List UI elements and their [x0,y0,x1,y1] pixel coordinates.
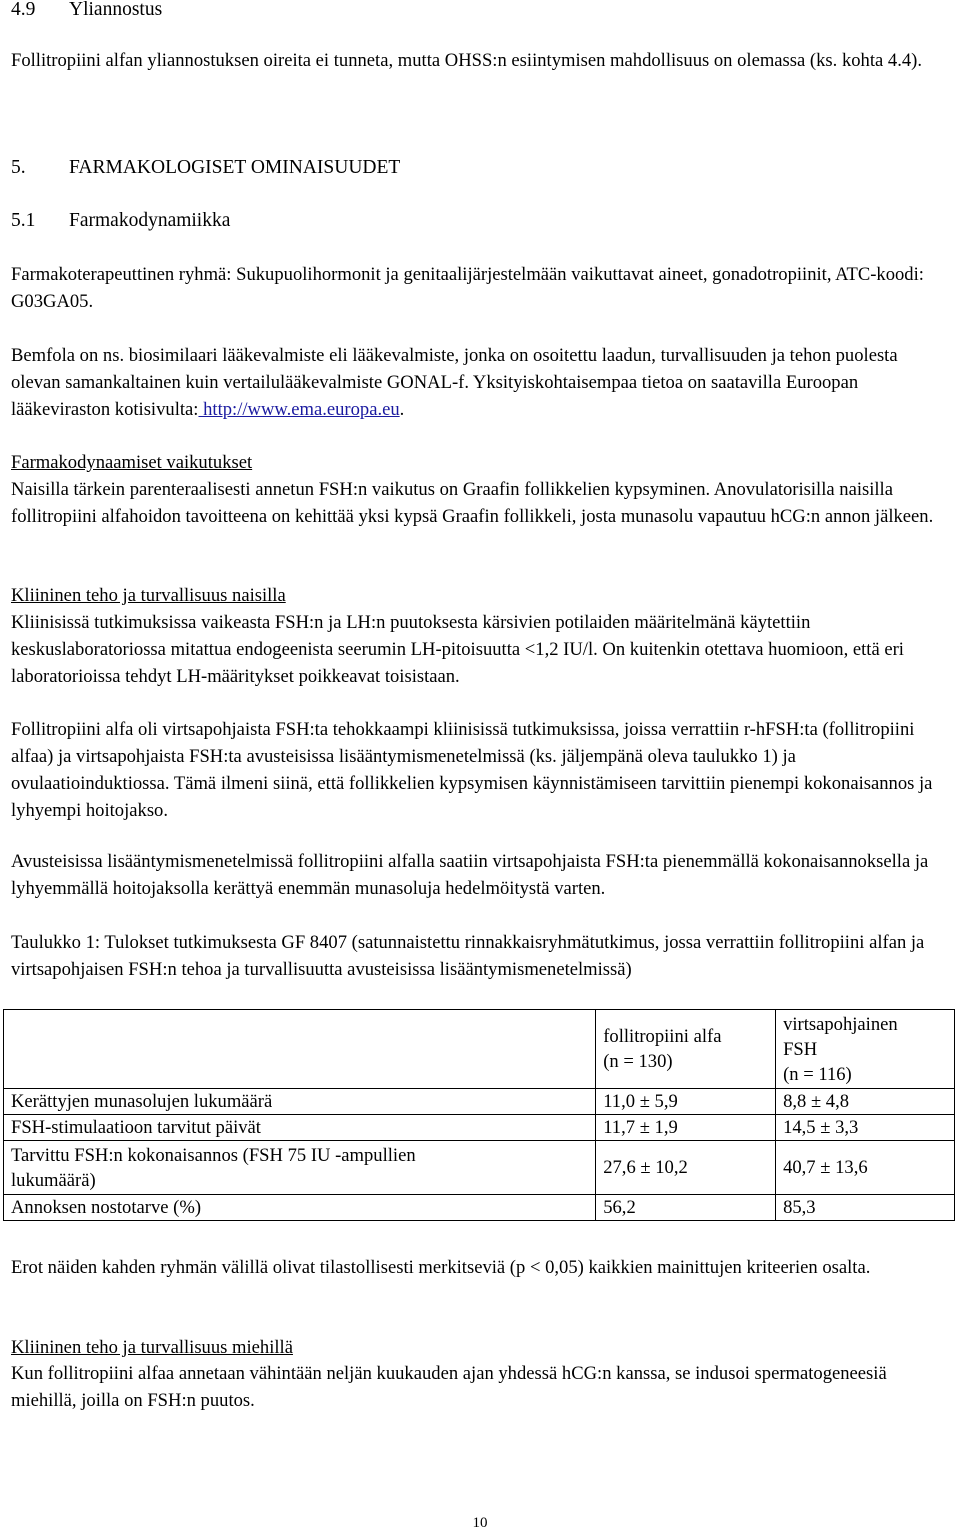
section-number: 5. [11,157,26,178]
clinical-women-title: Kliininen teho ja turvallisuus naisilla [11,585,286,606]
header-line: virtsapohjainen [783,1013,898,1035]
page-number: 10 [472,1515,488,1531]
table-row [4,1195,955,1221]
section-5-1-heading [11,207,946,234]
section-4-9-heading [11,0,946,23]
overdose-paragraph: Follitropiini alfan yliannostuksen oireita ei tunneta, mutta OHSS:n esiintymisen mahdollisuus on olemassa (ks. kohta 4.4). [11,50,922,71]
header-line: (n = 116) [783,1063,852,1085]
row-value-a: 11,0 ± 5,9 [596,1089,776,1115]
section-title: Farmakodynamiikka [69,210,231,231]
row-value-a: 11,7 ± 1,9 [596,1115,776,1141]
row-value-b: 8,8 ± 4,8 [776,1089,955,1115]
header-follitropin-alfa [596,1010,776,1089]
clinical-women-paragraph-3: Avusteisissa lisääntymismenetelmissä follitropiini alfalla saatiin virtsapohjaista FSH:ta pienemmällä kokonaisannoksella ja lyhyemmällä hoitojaksolla kerättyä enemmän munasoluja hedelmöitystä varten. [11,851,929,899]
pharmacodynamic-effects-paragraph: Naisilla tärkein parenteraalisesti annetun FSH:n vaikutus on Graafin follikkelien kypsyminen. Anovulatorisilla naisilla follitropiini alfahoidon tavoitteena on kehittää yksi kypsä Graafin follikkeli, josta munasolu vapautuu hCG:n annon jälkeen. [11,479,934,527]
row-value-b: 14,5 ± 3,3 [776,1115,955,1141]
row-value-b: 40,7 ± 13,6 [776,1141,955,1195]
header-line: (n = 130) [603,1051,673,1072]
results-table [3,1009,955,1221]
section-title: Yliannostus [69,0,163,20]
row-label-line: Tarvittu FSH:n kokonaisannos (FSH 75 IU -ampullien [11,1144,416,1166]
section-title: FARMAKOLOGISET OMINAISUUDET [69,157,401,178]
table-row [4,1115,955,1141]
table-1-caption: Taulukko 1: Tulokset tutkimuksesta GF 8407 (satunnaistettu rinnakkaisryhmätutkimus, jossa verrattiin follitropiini alfan ja virtsapohjaisen FSH:n tehoa ja turvallisuutta avusteisissa lisääntymismenetelmissä) [11,932,925,980]
clinical-women-paragraph-1: Kliinisissä tutkimuksissa vaikeasta FSH:n ja LH:n puutoksesta kärsivien potilaiden määritelmänä käytettiin keskuslaboratoriossa mitattua endogeenista seerumin LH-pitoisuutta <1,2 IU/l. On kuitenkin otettava huomioon, että eri laboratorioissa tehdyt LH-määritykset poikkeavat toisistaan. [11,612,904,687]
clinical-women-paragraph-2: Follitropiini alfa oli virtsapohjaista FSH:ta tehokkaampi kliinisissä tutkimuksissa, joissa verrattiin r-hFSH:ta (follitropiini alfaa) ja virtsapohjaista FSH:ta avusteisissa lisääntymismenetelmissä (ks. jäljempänä oleva taulukko 1) ja ovulaatioinduktiossa. Tämä ilmeni siinä, että follikkelien kypsymisen käynnistämiseen tarvittiin pienempi kokonaisannos ja lyhyempi hoitojakso. [11,719,933,821]
biosimilar-text: Bemfola on ns. biosimilaari lääkevalmiste eli lääkevalmiste, jonka on osoitettu laadun, turvallisuuden ja tehon puolesta olevan samankaltainen kuin vertailulääkevalmiste GONAL-f. Yksityiskohtaisempaa tietoa on saatavilla Euroopan lääkeviraston kotisivulta: [11,345,898,420]
link-suffix: . [399,399,405,420]
header-urinary-fsh [776,1010,955,1089]
row-label-line: lukumäärä) [11,1169,96,1191]
clinical-men-paragraph: Kun follitropiini alfaa annetaan vähintään neljän kuukauden ajan yhdessä hCG:n kanssa, se indusoi spermatogeneesiä miehillä, joilla on FSH:n puutos. [11,1363,887,1411]
pharmacotherapeutic-group-paragraph: Farmakoterapeuttinen ryhmä: Sukupuolihormonit ja genitaalijärjestelmään vaikuttavat aineet, gonadotropiinit, ATC-koodi: G03GA05. [11,264,924,312]
header-line: follitropiini alfa [603,1026,722,1047]
row-label: Annoksen nostotarve (%) [4,1195,596,1221]
row-value-a: 56,2 [596,1195,776,1221]
section-number: 5.1 [11,210,36,231]
significance-paragraph: Erot näiden kahden ryhmän välillä olivat tilastollisesti merkitseviä (p < 0,05) kaikkien mainittujen kriteerien osalta. [11,1257,871,1278]
biosimilar-paragraph [11,342,946,423]
row-label: Kerättyjen munasolujen lukumäärä [4,1089,596,1115]
row-label: FSH-stimulaatioon tarvitut päivät [4,1115,596,1141]
row-value-b: 85,3 [776,1195,955,1221]
header-empty-cell [4,1010,596,1089]
clinical-men-title: Kliininen teho ja turvallisuus miehillä [11,1337,293,1358]
table-row [4,1141,955,1195]
table-header-row [4,1010,955,1089]
header-line: FSH [783,1038,818,1060]
section-5-heading [11,154,946,181]
table-row [4,1089,955,1115]
ema-link[interactable]: http://www.ema.europa.eu [198,399,400,420]
row-label [4,1141,596,1195]
row-value-a: 27,6 ± 10,2 [596,1141,776,1195]
pharmacodynamic-effects-title: Farmakodynaamiset vaikutukset [11,452,253,473]
section-number: 4.9 [11,0,36,20]
